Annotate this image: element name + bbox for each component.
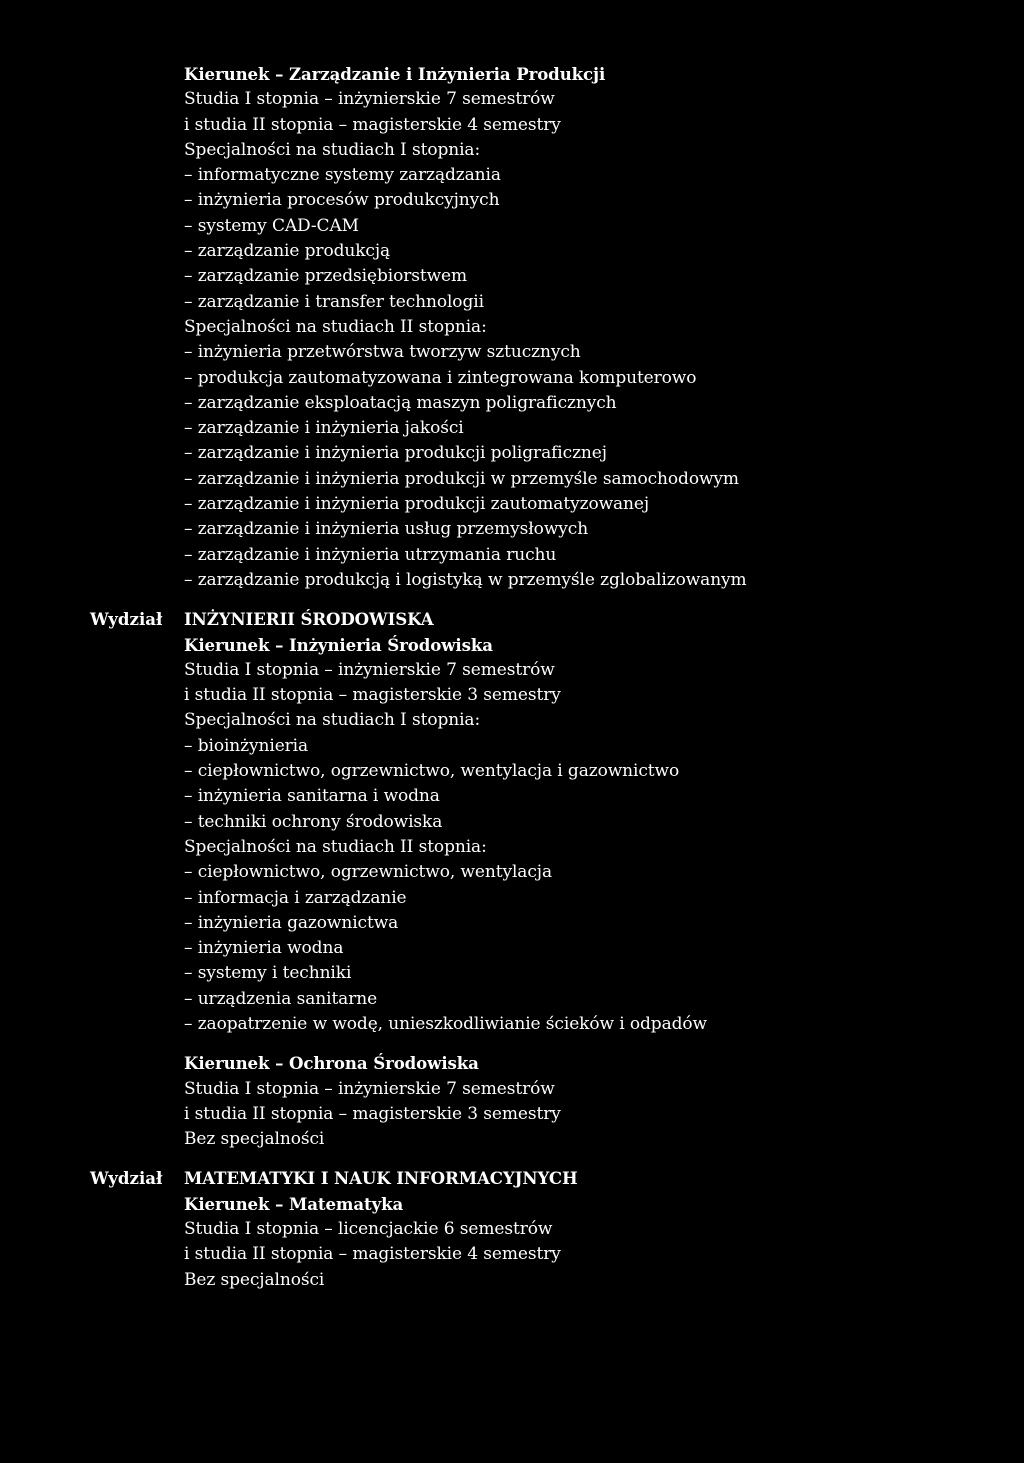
line-text: Bez specjalności: [184, 1129, 325, 1150]
text-line: [0, 784, 1024, 809]
line-text: – inżynieria wodna: [184, 938, 344, 959]
line-text: – zarządzanie i transfer technologii: [184, 291, 484, 312]
text-line: [0, 568, 1024, 593]
text-line: [0, 366, 1024, 391]
text-line: [0, 492, 1024, 517]
text-line: [0, 340, 1024, 365]
heading-text: Kierunek – Ochrona Środowiska: [184, 1053, 479, 1074]
heading-line: [0, 633, 1024, 658]
text-line: [0, 1012, 1024, 1037]
line-text: – zarządzanie produkcją: [184, 241, 391, 262]
text-line: [0, 517, 1024, 542]
text-line: [0, 886, 1024, 911]
line-text: Specjalności na studiach II stopnia:: [184, 836, 487, 857]
line-text: – inżynieria procesów produkcyjnych: [184, 190, 500, 211]
line-text: – ciepłownictwo, ogrzewnictwo, wentylacja: [184, 862, 552, 883]
line-text: – inżynieria gazownictwa: [184, 912, 399, 933]
heading-text: Kierunek – Zarządzanie i Inżynieria Produkcji: [184, 64, 606, 84]
line-text: – zarządzanie produkcją i logistyką w przemyśle zglobalizowanym: [184, 569, 747, 590]
line-text: – inżynieria sanitarna i wodna: [184, 786, 440, 807]
program-section: [0, 1051, 1024, 1152]
faculty-label: Wydział: [90, 1168, 163, 1189]
line-text: i studia II stopnia – magisterskie 3 semestry: [184, 685, 561, 706]
line-text: Studia I stopnia – inżynierskie 7 semestrów: [184, 89, 555, 110]
line-text: – zarządzanie i inżynieria produkcji w przemyśle samochodowym: [184, 468, 739, 489]
line-text: i studia II stopnia – magisterskie 4 semestry: [184, 114, 561, 135]
line-text: – informatyczne systemy zarządzania: [184, 165, 501, 186]
line-text: i studia II stopnia – magisterskie 4 semestry: [184, 1244, 561, 1265]
text-line: [0, 683, 1024, 708]
text-line: [0, 188, 1024, 213]
text-line: [0, 1242, 1024, 1267]
line-text: – systemy i techniki: [184, 963, 352, 984]
line-text: – urządzenia sanitarne: [184, 988, 378, 1009]
text-line: [0, 416, 1024, 441]
heading-text: Kierunek – Matematyka: [184, 1193, 404, 1214]
heading-line: [0, 1051, 1024, 1076]
line-text: – informacja i zarządzanie: [184, 887, 407, 908]
text-line: [0, 214, 1024, 239]
section-gap: [0, 1037, 1024, 1051]
section-gap: [0, 593, 1024, 607]
heading-text: INŻYNIERII ŚRODOWISKA: [184, 609, 434, 630]
text-line: [0, 87, 1024, 112]
line-text: – zarządzanie eksploatacją maszyn poligraficznych: [184, 392, 617, 413]
heading-line: [0, 607, 1024, 632]
faculty-label: Wydział: [90, 609, 163, 630]
text-line: [0, 835, 1024, 860]
line-text: – zarządzanie i inżynieria utrzymania ruchu: [184, 544, 557, 565]
line-text: Studia I stopnia – inżynierskie 7 semestrów: [184, 659, 555, 680]
line-text: – systemy CAD-CAM: [184, 215, 359, 236]
text-line: [0, 315, 1024, 340]
program-section: [0, 62, 1024, 593]
text-line: [0, 467, 1024, 492]
heading-text: Kierunek – Inżynieria Środowiska: [184, 634, 493, 655]
text-line: [0, 239, 1024, 264]
line-text: – ciepłownictwo, ogrzewnictwo, wentylacja i gazownictwo: [184, 761, 680, 782]
line-text: Specjalności na studiach I stopnia:: [184, 710, 481, 731]
line-text: – zarządzanie i inżynieria jakości: [184, 418, 464, 439]
text-line: [0, 734, 1024, 759]
text-line: [0, 163, 1024, 188]
line-text: – zarządzanie i inżynieria produkcji poligraficznej: [184, 443, 607, 464]
text-line: [0, 441, 1024, 466]
text-line: [0, 264, 1024, 289]
line-text: – inżynieria przetwórstwa tworzyw sztucznych: [184, 342, 581, 363]
line-text: i studia II stopnia – magisterskie 3 semestry: [184, 1103, 561, 1124]
program-section: [0, 1166, 1024, 1292]
document-page: [0, 62, 1024, 1293]
text-line: [0, 658, 1024, 683]
line-text: Bez specjalności: [184, 1269, 325, 1290]
heading-line: [0, 1192, 1024, 1217]
text-line: [0, 961, 1024, 986]
text-line: [0, 1127, 1024, 1152]
text-line: [0, 1217, 1024, 1242]
text-line: [0, 1077, 1024, 1102]
line-text: Studia I stopnia – inżynierskie 7 semestrów: [184, 1078, 555, 1099]
text-line: [0, 113, 1024, 138]
line-text: – techniki ochrony środowiska: [184, 811, 443, 832]
text-line: [0, 290, 1024, 315]
line-text: – bioinżynieria: [184, 735, 309, 756]
line-text: – zarządzanie i inżynieria usług przemysłowych: [184, 519, 589, 540]
text-line: [0, 708, 1024, 733]
section-gap: [0, 1152, 1024, 1166]
text-line: [0, 987, 1024, 1012]
line-text: Specjalności na studiach I stopnia:: [184, 139, 481, 160]
text-line: [0, 810, 1024, 835]
line-text: – produkcja zautomatyzowana i zintegrowana komputerowo: [184, 367, 697, 388]
text-line: [0, 759, 1024, 784]
text-line: [0, 1102, 1024, 1127]
text-line: [0, 936, 1024, 961]
text-line: [0, 1268, 1024, 1293]
line-text: – zaopatrzenie w wodę, unieszkodliwianie ścieków i odpadów: [184, 1013, 707, 1034]
heading-text: MATEMATYKI I NAUK INFORMACYJNYCH: [184, 1168, 578, 1189]
line-text: Studia I stopnia – licencjackie 6 semestrów: [184, 1219, 553, 1240]
line-text: – zarządzanie przedsiębiorstwem: [184, 266, 468, 287]
text-line: [0, 911, 1024, 936]
text-line: [0, 543, 1024, 568]
heading-line: [0, 1166, 1024, 1191]
text-line: [0, 138, 1024, 163]
program-section: [0, 607, 1024, 1037]
text-line: [0, 860, 1024, 885]
text-line: [0, 391, 1024, 416]
line-text: – zarządzanie i inżynieria produkcji zautomatyzowanej: [184, 494, 650, 515]
heading-line: [0, 62, 1024, 87]
line-text: Specjalności na studiach II stopnia:: [184, 316, 487, 337]
